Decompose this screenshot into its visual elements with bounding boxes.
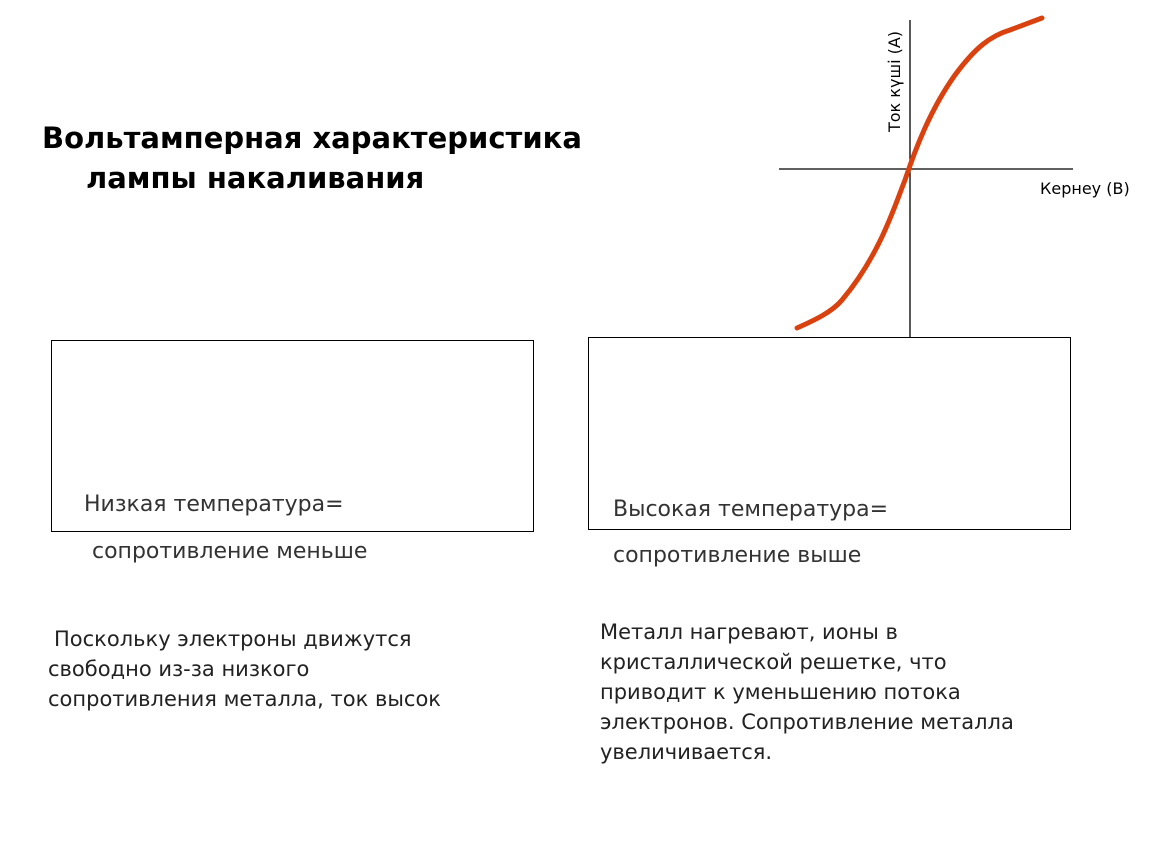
explanation-line: кристаллической решетке, что <box>600 650 947 674</box>
high-temperature-explanation <box>600 617 1090 767</box>
explanation-line: свободно из-за низкого <box>48 657 310 681</box>
explanation-line: Металл нагревают, ионы в <box>600 620 898 644</box>
x-axis-label: Кернеу (В) <box>1040 179 1130 198</box>
slide-title <box>42 118 582 198</box>
slide-title-line2: лампы накаливания <box>86 161 425 195</box>
explanation-line: электронов. Сопротивление металла <box>600 710 1014 734</box>
low-resistance-label: сопротивление меньше <box>92 539 368 564</box>
iv-characteristic-graph <box>770 0 1150 360</box>
low-temperature-explanation <box>48 624 518 714</box>
y-axis-label: Ток күші (А) <box>885 30 904 132</box>
explanation-line: сопротивления металла, ток высок <box>48 687 441 711</box>
iv-curve <box>797 18 1042 328</box>
slide-title-line1: Вольтамперная характеристика <box>42 121 582 155</box>
low-temperature-label: Низкая температура= <box>84 492 344 517</box>
explanation-line: приводит к уменьшению потока <box>600 680 961 704</box>
high-temperature-label: Высокая температура= <box>613 497 889 522</box>
explanation-line: увеличивается. <box>600 740 773 764</box>
explanation-line: Поскольку электроны движутся <box>54 627 412 651</box>
high-resistance-label: сопротивление выше <box>613 543 862 568</box>
